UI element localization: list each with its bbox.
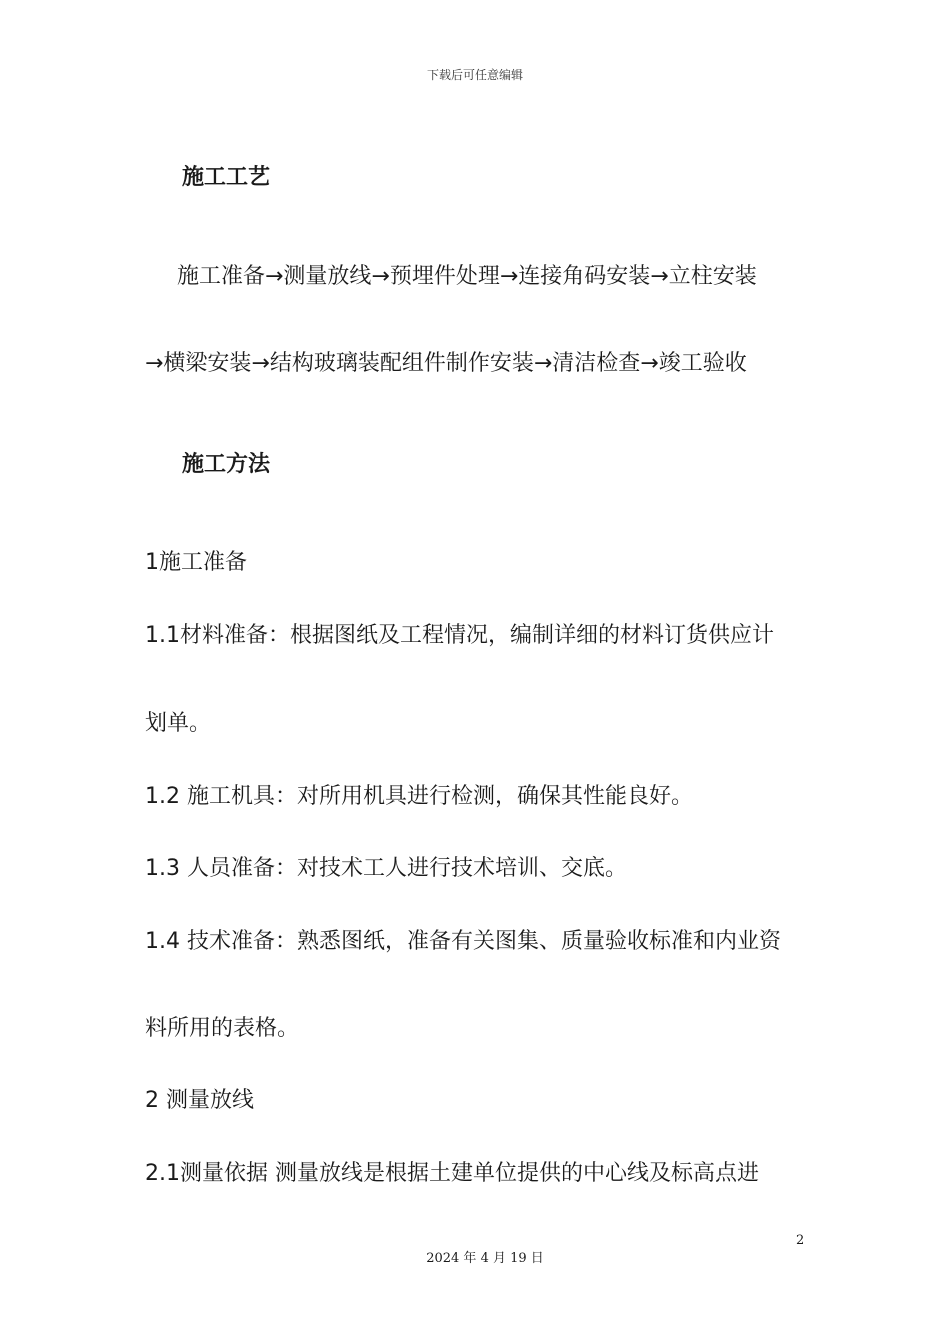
section-heading-method: 施工方法: [182, 452, 271, 477]
process-flow-line-1: 施工准备→测量放线→预埋件处理→连接角码安装→立柱安装: [177, 264, 757, 289]
item-1-title: 1施工准备: [145, 550, 247, 575]
item-1-4-line-2: 料所用的表格。: [145, 1016, 300, 1041]
item-1-1-line-1: 1.1材料准备：根据图纸及工程情况，编制详细的材料订货供应计: [145, 623, 774, 648]
process-flow-line-2: →横梁安装→结构玻璃装配组件制作安装→清洁检查→竣工验收: [145, 351, 747, 376]
page-number: 2: [796, 1233, 805, 1248]
item-1-2: 1.2 施工机具：对所用机具进行检测，确保其性能良好。: [145, 784, 693, 809]
item-2-title: 2 测量放线: [145, 1088, 254, 1113]
page-footer-date: 2024 年 4 月 19 日: [426, 1251, 544, 1266]
item-1-1-line-2: 划单。: [145, 711, 212, 736]
page-header-note: 下载后可任意编辑: [426, 68, 523, 82]
item-1-3: 1.3 人员准备：对技术工人进行技术培训、交底。: [145, 856, 627, 881]
item-1-4-line-1: 1.4 技术准备：熟悉图纸，准备有关图集、质量验收标准和内业资: [145, 929, 781, 954]
section-heading-process: 施工工艺: [182, 165, 271, 190]
item-2-1-line-1: 2.1测量依据 测量放线是根据土建单位提供的中心线及标高点进: [145, 1161, 759, 1186]
